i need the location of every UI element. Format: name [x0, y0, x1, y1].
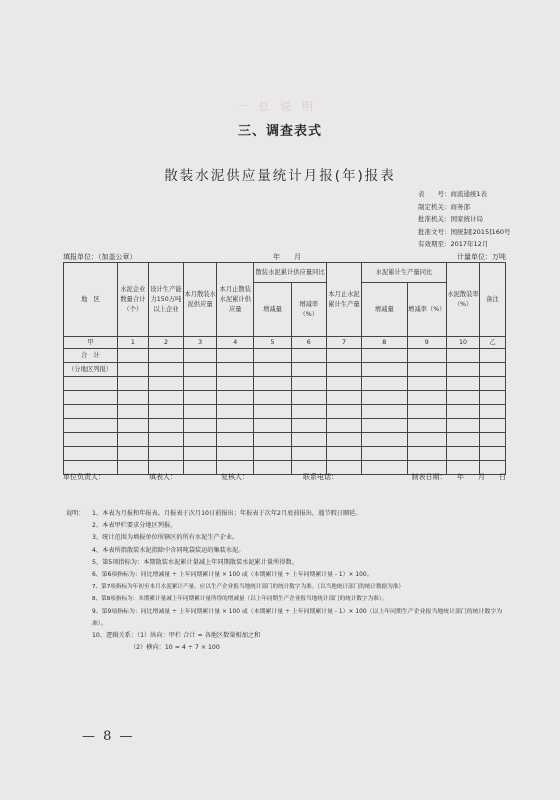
code-cell: 4	[217, 337, 254, 349]
table-row	[64, 405, 506, 419]
header-remarks: 备注	[480, 263, 506, 337]
note-item: 5、第5项指标为：本期散装水泥累计量减上年同期散装水泥累计量所得数。	[92, 558, 298, 566]
header-bulk-rate: 水泥散装率（%）	[446, 263, 479, 337]
header-yoy-supply: 散装水泥累计供应量同比	[254, 263, 326, 283]
code-cell: 甲	[64, 337, 118, 349]
reviewer-label: 复核人：	[221, 473, 249, 481]
by-region-label: （分地区列报）	[64, 363, 118, 377]
valid-until: 有效期至：2017年12月	[418, 240, 489, 249]
header-cumulative-supply: 本月止散装水泥累计供应量	[217, 263, 254, 337]
note-item: 9、第9项指标为：同比增减量 ÷ 上年同期累计量 × 100 或（本期累计量 ÷ 上年同期累计量 - 1）× 100（以上年同期生产企业报当地统计部门的统计数字为准）。	[92, 608, 503, 627]
note-item: 10、逻辑关系：（1）纵向：甲栏 合计 = 各地区数量相加之和	[92, 632, 261, 640]
code-cell: 8	[362, 337, 408, 349]
bleed-through-text: 一 总 说 明	[236, 100, 313, 113]
year-month-label: 年 月	[273, 253, 301, 261]
notes-section	[66, 508, 506, 654]
header-increase-amount-production: 增减量	[362, 283, 408, 337]
code-cell: 10	[446, 337, 479, 349]
approval-number: 批准文号：国统制[2015]160号	[418, 227, 511, 236]
code-cell: 2	[148, 337, 183, 349]
note-item: 7、第7项指标为年初至本月水泥累计产量，应以生产企业报当地统计部门的统计数字为准。（以当地统计部门的统计数据为准）	[92, 584, 404, 591]
note-item: 2、本表甲栏要求分地区列报。	[92, 522, 177, 530]
note-item: 6、第6项指标为：同比增减量 ÷ 上年同期累计量 × 100 或（本期累计量 ÷ 上年同期累计量 - 1）× 100。	[92, 572, 373, 579]
table-row	[64, 447, 506, 461]
reporting-unit-label: 填报单位：（加盖公章）	[63, 253, 137, 261]
code-cell: 6	[291, 337, 326, 349]
header-increase-rate-production: 增减率（%）	[407, 283, 446, 337]
table-number: 表 号：商流通统1表	[418, 190, 488, 198]
form-metadata	[418, 188, 511, 251]
statistics-table	[63, 262, 506, 475]
code-cell: 乙	[480, 337, 506, 349]
header-cumulative-production: 本月止水泥累计生产量	[326, 263, 361, 337]
header-month-supply: 本月散装水泥供应量	[184, 263, 217, 337]
table-row	[64, 377, 506, 391]
date-label: 制表日期： 年 月 日	[411, 473, 506, 481]
total-label: 合 计	[64, 349, 118, 363]
code-cell: 1	[117, 337, 148, 349]
page-number: — 8 —	[82, 729, 135, 744]
table-row	[64, 391, 506, 405]
total-row	[64, 349, 506, 363]
filler-label: 填表人：	[149, 473, 177, 481]
by-region-row	[64, 363, 506, 377]
header-cement-companies: 水泥企业数量合计（个）	[117, 263, 148, 337]
note-item: 4、本表所指散装水泥指除中含同吨袋装运的集装水泥。	[92, 546, 245, 554]
code-cell: 7	[326, 337, 361, 349]
table-row	[64, 433, 506, 447]
header-increase-amount-supply: 增减量	[254, 283, 291, 337]
note-item: 3、统计范围为填报单位所辖区的所有水泥生产企业。	[92, 534, 239, 542]
phone-label: 联系电话：	[303, 473, 338, 481]
notes-list	[92, 508, 506, 654]
code-cell: 5	[254, 337, 291, 349]
form-title: 散装水泥供应量统计月报(年)报表	[164, 168, 396, 184]
header-design-capacity: 设计生产能力150万吨以上企业	[148, 263, 183, 337]
code-cell: 3	[184, 337, 217, 349]
header-yoy-production: 水泥累计生产量同比	[362, 263, 447, 283]
issuing-authority: 制定机关：商务部	[418, 202, 470, 211]
header-increase-rate-supply: 增减率（%）	[291, 283, 326, 337]
person-in-charge-label: 单位负责人：	[63, 473, 105, 481]
note-item: 8、第8项指标为：本期累计量减上年同期累计量所得的增减量（以上年同期生产企业报当地统计部门的统计数字为准）。	[92, 596, 388, 603]
section-title: 三、调查表式	[237, 124, 322, 139]
notes-label: 说明：	[66, 510, 85, 517]
note-item: 1、本表为月报和年报表。月报表于次月10日前报出；年报表于次年2月底前报出，遇节假日顺延。	[92, 510, 362, 517]
code-cell: 9	[407, 337, 446, 349]
header-region: 地 区	[64, 263, 118, 337]
table-row	[64, 419, 506, 433]
note-sub-item: （2）横向：10 = 4 ÷ 7 × 100	[130, 644, 220, 652]
column-code-row	[64, 337, 506, 349]
measure-unit-label: 计量单位：万吨	[457, 253, 506, 261]
approving-authority: 批准机关：国家统计局	[418, 215, 483, 224]
